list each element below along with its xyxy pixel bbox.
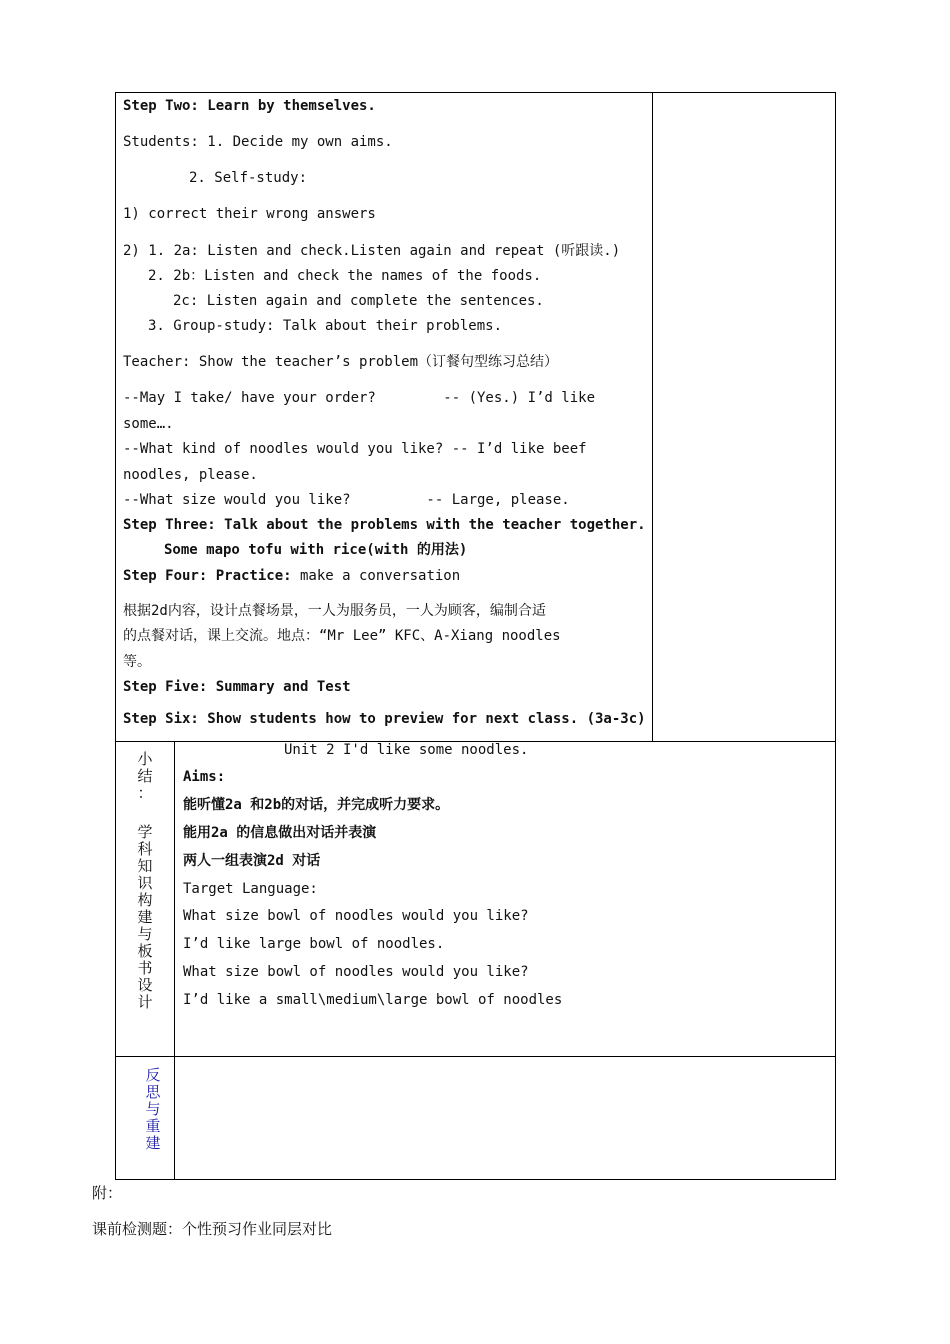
side-label-char: 知 bbox=[137, 857, 153, 875]
summary-line-3: What size bowl of noodles would you like? bbox=[183, 964, 529, 980]
step-two-heading: Step Two: Learn by themselves. bbox=[123, 98, 376, 114]
side-label-char: 重 bbox=[145, 1117, 161, 1135]
side-label-char: 与 bbox=[137, 925, 153, 943]
item-2c: 2c: Listen again and complete the sentences. bbox=[173, 293, 544, 309]
reflection-content-cell bbox=[174, 1056, 836, 1180]
step-five-heading: Step Five: Summary and Test bbox=[123, 679, 351, 695]
summary-aim-1: 能听懂2a 和2b的对话，并完成听力要求。 bbox=[183, 797, 450, 813]
summary-line-4: I’d like a small\medium\large bowl of noodles bbox=[183, 992, 563, 1008]
side-label-char: 建 bbox=[137, 908, 153, 926]
side-label-char: 与 bbox=[145, 1100, 161, 1118]
summary-target-language: Target Language: bbox=[183, 881, 318, 897]
step-four-text: make a conversation bbox=[291, 568, 461, 584]
dialog-2b: noodles, please. bbox=[123, 467, 258, 483]
side-label-char: 计 bbox=[137, 993, 153, 1011]
side-label-char: 构 bbox=[137, 891, 153, 909]
item-2a: 2) 1. 2a: Listen and check.Listen again and repeat (听跟读.) bbox=[123, 243, 621, 259]
side-label-char: 小 bbox=[137, 750, 153, 768]
side-label-char: ： bbox=[137, 784, 153, 802]
side-label-char: 识 bbox=[137, 874, 153, 892]
appendix-label: 附： bbox=[92, 1184, 123, 1202]
side-label-char: 思 bbox=[145, 1083, 161, 1101]
cn-paragraph-line1: 根据2d内容，设计点餐场景，一人为服务员，一人为顾客，编制合适 bbox=[123, 603, 546, 619]
side-label-char: 反 bbox=[145, 1066, 161, 1084]
notes-cell bbox=[652, 92, 836, 742]
summary-line-2: I’d like large bowl of noodles. bbox=[183, 936, 445, 952]
summary-title: Unit 2 I'd like some noodles. bbox=[284, 742, 529, 758]
teacher-line: Teacher: Show the teacher’s problem（订餐句型练习总结） bbox=[123, 354, 559, 370]
dialog-1b: some…. bbox=[123, 416, 174, 432]
dialog-1a: --May I take/ have your order? -- (Yes.) I’d like bbox=[123, 390, 596, 406]
item-2b: 2. 2b：Listen and check the names of the foods. bbox=[148, 268, 542, 284]
students-aims: Students: 1. Decide my own aims. bbox=[123, 134, 393, 150]
step-four-line bbox=[123, 567, 460, 585]
step-six-heading: Step Six: Show students how to preview for next class. (3a-3c) bbox=[123, 711, 646, 727]
self-study: 2. Self-study: bbox=[189, 170, 308, 186]
pretest-label: 课前检测题：个性预习作业同层对比 bbox=[92, 1220, 333, 1238]
correct-answers: 1) correct their wrong answers bbox=[123, 206, 376, 222]
cn-paragraph-line3: 等。 bbox=[123, 654, 151, 670]
step-three-heading: Step Three: Talk about the problems with the teacher together. bbox=[123, 517, 646, 533]
summary-line-1: What size bowl of noodles would you like? bbox=[183, 908, 529, 924]
side-label-char: 书 bbox=[137, 959, 153, 977]
summary-aims: Aims: bbox=[183, 769, 226, 785]
side-label-char: 设 bbox=[137, 976, 153, 994]
item-group-study: 3. Group-study: Talk about their problems. bbox=[148, 318, 503, 334]
side-label-char: 科 bbox=[137, 840, 153, 858]
summary-aim-2: 能用2a 的信息做出对话并表演 bbox=[183, 825, 377, 841]
side-label-char: 学 bbox=[137, 823, 153, 841]
step-three-sub: Some mapo tofu with rice(with 的用法) bbox=[164, 542, 468, 558]
step-four-heading: Step Four: Practice: bbox=[123, 568, 292, 584]
dialog-2a: --What kind of noodles would you like? -- I’d like beef bbox=[123, 441, 587, 457]
side-label-char: 结 bbox=[137, 767, 153, 785]
summary-content-cell bbox=[174, 741, 836, 1057]
summary-aim-3: 两人一组表演2d 对话 bbox=[183, 853, 321, 869]
cn-paragraph-line2: 的点餐对话，课上交流。地点：“Mr Lee” KFC、A-Xiang noodles bbox=[123, 628, 561, 644]
side-label-char: 建 bbox=[145, 1134, 161, 1152]
side-label-char: 板 bbox=[137, 942, 153, 960]
dialog-3: --What size would you like? -- Large, please. bbox=[123, 492, 570, 508]
